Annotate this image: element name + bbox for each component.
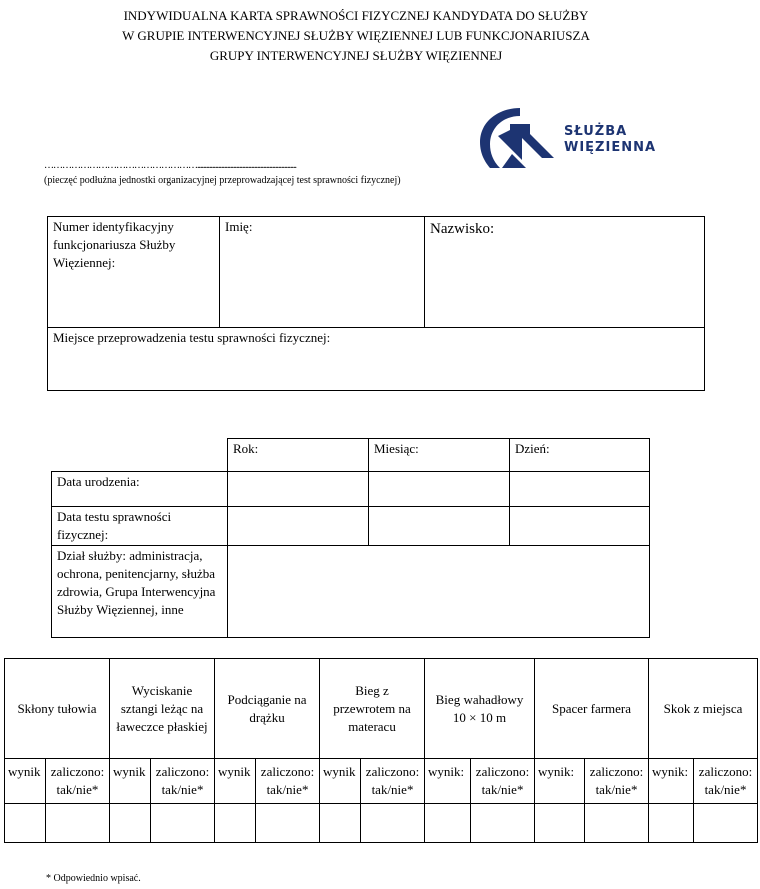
title-line: GRUPY INTERWENCYJNEJ SŁUŻBY WIĘZIENNEJ — [209, 48, 503, 63]
sluzba-wiezienna-logo — [476, 104, 666, 174]
dates-table — [51, 438, 650, 638]
result-field[interactable] — [5, 804, 46, 843]
stamp-dotted-line: …………………………………………….................................................................. — [44, 160, 296, 171]
pass-label: zaliczono: tak/nie* — [694, 759, 758, 804]
year-header: Rok: — [228, 439, 369, 472]
pass-label: zaliczono: tak/nie* — [46, 759, 110, 804]
logo-wordmark — [564, 124, 656, 156]
pass-field[interactable] — [471, 804, 535, 843]
result-label: wynik — [5, 759, 46, 804]
pass-field[interactable] — [361, 804, 425, 843]
exercise-header: Wyciskanie sztangi leżąc na ławeczce płaskiej — [110, 659, 215, 759]
last-name-cell[interactable] — [425, 217, 705, 328]
result-label: wynik: — [649, 759, 694, 804]
test-date-label: Data testu sprawności fizycznej: — [52, 507, 228, 546]
birth-year-field[interactable] — [228, 472, 369, 507]
birth-month-field[interactable] — [369, 472, 510, 507]
day-header: Dzień: — [510, 439, 650, 472]
result-label: wynik — [320, 759, 361, 804]
result-field[interactable] — [215, 804, 256, 843]
title-line: INDYWIDUALNA KARTA SPRAWNOŚCI FIZYCZNEJ KANDYDATA DO SŁUŻBY — [123, 8, 589, 23]
exercise-header: Bieg z przewrotem na materacu — [320, 659, 425, 759]
pass-field[interactable] — [585, 804, 649, 843]
department-label: Dział służby: administracja, ochrona, penitencjarny, służba zdrowia, Grupa Interwencyjna Służby Więziennej, inne — [52, 546, 228, 638]
first-name-label: Imię: — [225, 219, 253, 234]
id-number-label: Numer identyfikacyjny funkcjonariusza Służby Więziennej: — [53, 219, 176, 270]
exercise-header: Skok z miejsca — [649, 659, 758, 759]
pass-label: zaliczono: tak/nie* — [256, 759, 320, 804]
test-day-field[interactable] — [510, 507, 650, 546]
result-field[interactable] — [535, 804, 585, 843]
empty-corner-cell — [52, 439, 228, 472]
exercise-header: Spacer farmera — [535, 659, 649, 759]
last-name-label: Nazwisko: — [430, 221, 495, 237]
result-label: wynik: — [535, 759, 585, 804]
exercise-header: Skłony tułowia — [5, 659, 110, 759]
pass-label: zaliczono: tak/nie* — [361, 759, 425, 804]
first-name-cell[interactable] — [220, 217, 425, 328]
result-label: wynik — [110, 759, 151, 804]
department-field[interactable] — [228, 546, 650, 638]
test-month-field[interactable] — [369, 507, 510, 546]
test-place-cell[interactable] — [48, 328, 705, 391]
result-field[interactable] — [425, 804, 471, 843]
footnote: * Odpowiednio wpisać. — [46, 873, 141, 884]
stamp-caption: (pieczęć podłużna jednostki organizacyjnej przeprowadzającej test sprawności fizycznej) — [44, 175, 401, 186]
pass-label: zaliczono: tak/nie* — [471, 759, 535, 804]
exercise-header: Podciąganie na drążku — [215, 659, 320, 759]
pass-label: zaliczono: tak/nie* — [585, 759, 649, 804]
pass-field[interactable] — [694, 804, 758, 843]
result-field[interactable] — [110, 804, 151, 843]
logo-line-1: SŁUŻBA — [564, 124, 628, 139]
test-year-field[interactable] — [228, 507, 369, 546]
exercise-header: Bieg wahadłowy 10 × 10 m — [425, 659, 535, 759]
month-header: Miesiąc: — [369, 439, 510, 472]
logo-emblem-icon — [476, 104, 560, 174]
result-label: wynik: — [425, 759, 471, 804]
identity-table — [47, 216, 705, 391]
test-place-label: Miejsce przeprowadzenia testu sprawności fizycznej: — [53, 330, 331, 345]
result-label: wynik — [215, 759, 256, 804]
id-number-cell[interactable] — [48, 217, 220, 328]
pass-field[interactable] — [151, 804, 215, 843]
pass-label: zaliczono: tak/nie* — [151, 759, 215, 804]
result-field[interactable] — [649, 804, 694, 843]
results-table — [4, 658, 758, 843]
pass-field[interactable] — [46, 804, 110, 843]
document-title — [0, 6, 712, 66]
pass-field[interactable] — [256, 804, 320, 843]
birth-date-label: Data urodzenia: — [52, 472, 228, 507]
birth-day-field[interactable] — [510, 472, 650, 507]
result-field[interactable] — [320, 804, 361, 843]
title-line: W GRUPIE INTERWENCYJNEJ SŁUŻBY WIĘZIENNEJ LUB FUNKCJONARIUSZA — [122, 28, 590, 43]
logo-line-2: WIĘZIENNA — [564, 140, 657, 155]
